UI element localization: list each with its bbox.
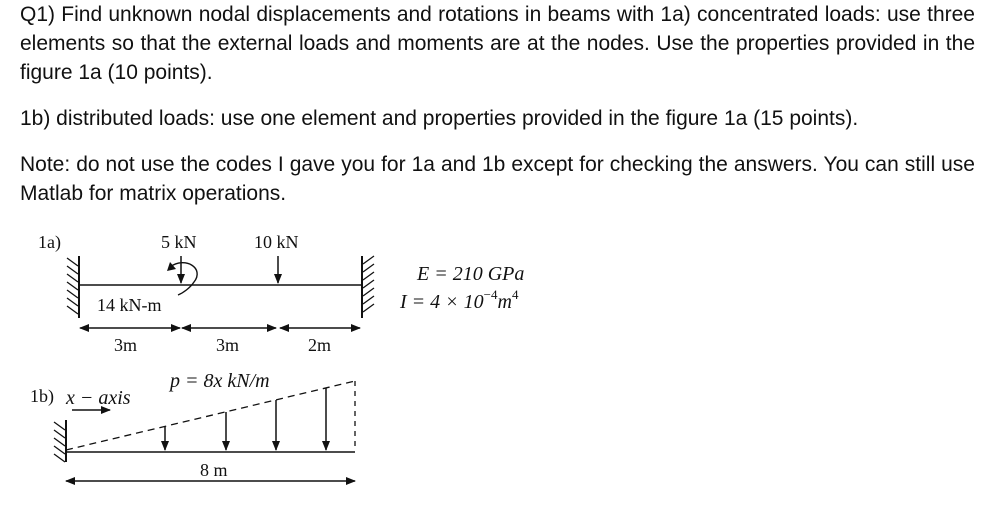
figure-1b-label: 1b) [30,386,54,406]
moment-label: 14 kN-m [97,295,162,315]
figure-1a-label: 1a) [38,232,61,252]
x-axis-label: x − axis [66,387,131,409]
figure-1a [38,232,524,355]
length-label: 8 m [200,460,228,480]
distributed-load-label: p = 8x kN/m [170,370,270,392]
right-fixed-support [362,256,374,318]
moment-arrowhead [167,262,176,271]
question-1b-text: 1b) distributed loads: use one element and properties provided in the figure 1a (15 points). [20,107,859,130]
load-10kn-label: 10 kN [254,232,299,252]
load-5kn-label: 5 kN [161,232,197,252]
figure-1b [30,370,355,481]
youngs-modulus: E = 210 GPa [417,263,525,285]
span-3-label: 2m [308,335,332,355]
left-fixed-support [67,256,79,318]
left-fixed-support-1b [54,420,66,462]
note-text: Note: do not use the codes I gave you for 1a and 1b except for checking the answers. You can still use Matlab for matrix operations. [20,153,975,205]
span-1-label: 3m [114,335,138,355]
question-1-text: Q1) Find unknown nodal displacements and rotations in beams with 1a) concentrated loads: use three elements so that the external loads and moments are at the nodes. Use the properties provided in the figure 1a (10 points). [20,3,975,84]
distributed-load-arrows [165,388,326,450]
moment-of-inertia: $I = 4 \times 10^{-4}m^4$ [400,287,519,313]
span-2-label: 3m [216,335,240,355]
